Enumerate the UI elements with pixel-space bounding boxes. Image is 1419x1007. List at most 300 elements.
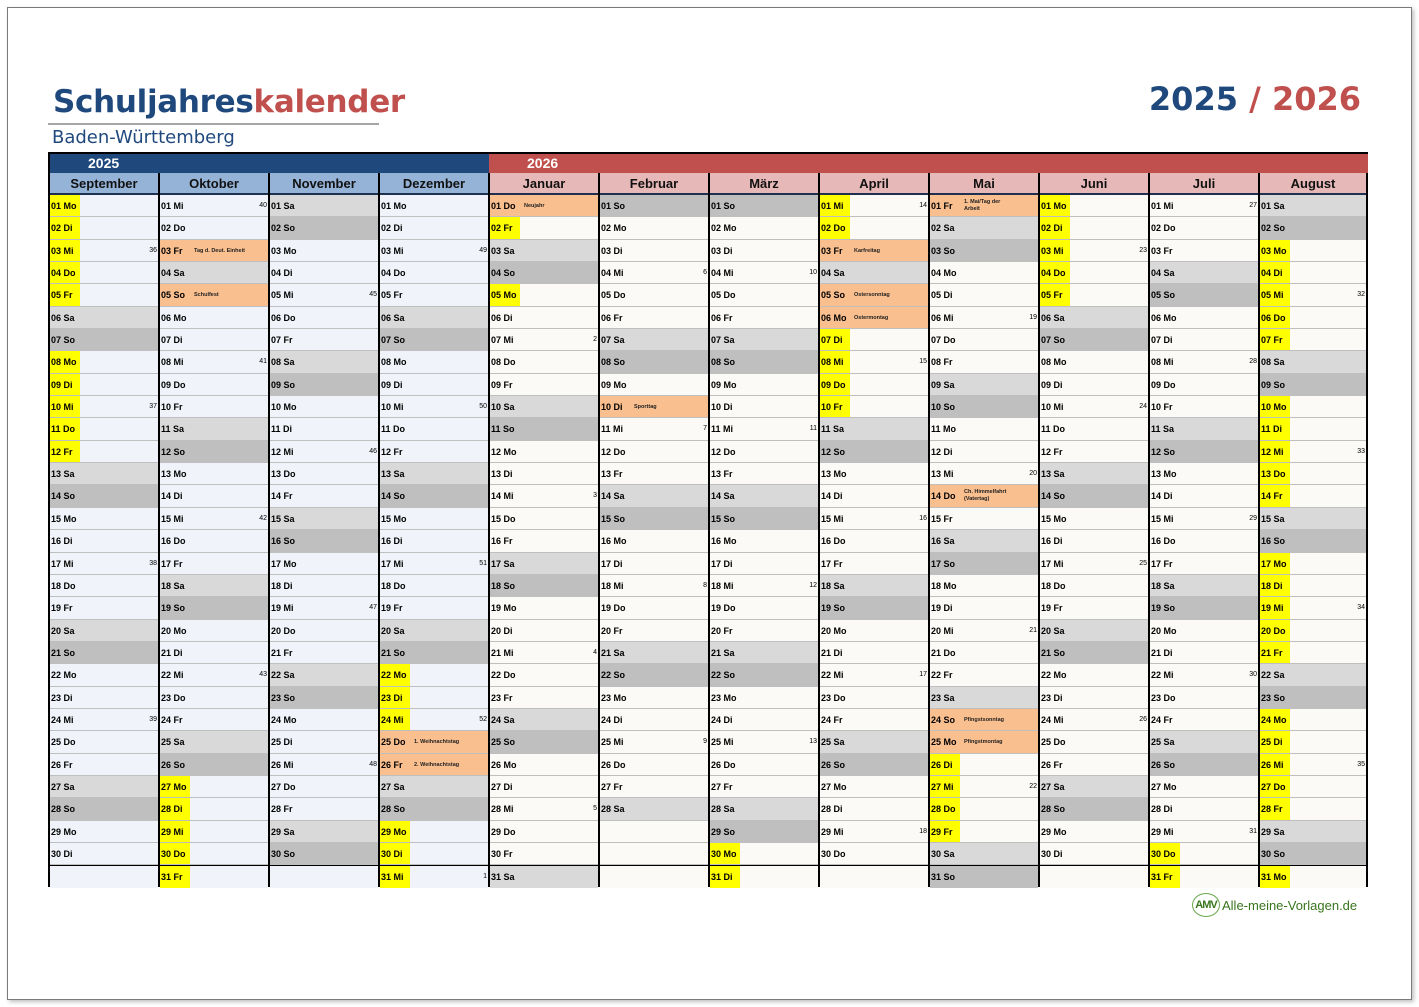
day-cell[interactable] bbox=[820, 620, 928, 642]
day-cell[interactable] bbox=[490, 441, 598, 463]
day-cell[interactable] bbox=[930, 441, 1038, 463]
day-cell[interactable] bbox=[50, 441, 158, 463]
day-cell[interactable] bbox=[380, 262, 488, 284]
day-cell[interactable] bbox=[600, 351, 708, 373]
day-cell[interactable] bbox=[270, 776, 378, 798]
day-cell[interactable] bbox=[1260, 843, 1366, 865]
day-cell[interactable] bbox=[1150, 240, 1258, 262]
day-cell[interactable] bbox=[1040, 374, 1148, 396]
day-cell[interactable] bbox=[930, 195, 1038, 217]
day-cell[interactable] bbox=[710, 709, 818, 731]
day-cell[interactable] bbox=[160, 553, 268, 575]
day-cell[interactable] bbox=[490, 374, 598, 396]
day-cell[interactable] bbox=[820, 575, 928, 597]
day-cell[interactable] bbox=[50, 195, 158, 217]
day-cell[interactable] bbox=[1150, 620, 1258, 642]
day-cell[interactable] bbox=[270, 441, 378, 463]
day-cell[interactable] bbox=[1260, 664, 1366, 686]
day-cell[interactable] bbox=[600, 709, 708, 731]
day-cell[interactable] bbox=[710, 240, 818, 262]
day-cell[interactable] bbox=[270, 575, 378, 597]
day-cell[interactable] bbox=[930, 307, 1038, 329]
day-cell[interactable] bbox=[930, 485, 1038, 507]
day-cell[interactable] bbox=[1260, 731, 1366, 753]
day-cell[interactable] bbox=[490, 195, 598, 217]
day-cell[interactable] bbox=[1040, 351, 1148, 373]
day-cell[interactable] bbox=[1040, 217, 1148, 239]
day-cell[interactable] bbox=[1150, 195, 1258, 217]
day-cell[interactable] bbox=[710, 329, 818, 351]
day-cell[interactable] bbox=[490, 687, 598, 709]
day-cell[interactable] bbox=[820, 821, 928, 843]
day-cell[interactable] bbox=[600, 329, 708, 351]
day-cell[interactable] bbox=[1040, 620, 1148, 642]
day-cell[interactable] bbox=[930, 731, 1038, 753]
day-cell[interactable] bbox=[490, 865, 598, 887]
day-cell[interactable] bbox=[1040, 664, 1148, 686]
day-cell[interactable] bbox=[930, 284, 1038, 306]
day-cell[interactable] bbox=[710, 262, 818, 284]
day-cell[interactable] bbox=[160, 195, 268, 217]
day-cell[interactable] bbox=[820, 374, 928, 396]
day-cell[interactable] bbox=[710, 865, 818, 887]
day-cell[interactable] bbox=[380, 240, 488, 262]
day-cell[interactable] bbox=[380, 642, 488, 664]
day-cell[interactable] bbox=[270, 798, 378, 820]
day-cell[interactable] bbox=[820, 418, 928, 440]
day-cell[interactable] bbox=[160, 530, 268, 552]
day-cell[interactable] bbox=[1150, 687, 1258, 709]
day-cell[interactable] bbox=[1150, 217, 1258, 239]
day-cell[interactable] bbox=[490, 508, 598, 530]
day-cell[interactable] bbox=[1150, 821, 1258, 843]
day-cell[interactable] bbox=[930, 687, 1038, 709]
day-cell[interactable] bbox=[1260, 865, 1366, 887]
day-cell[interactable] bbox=[820, 597, 928, 619]
day-cell[interactable] bbox=[160, 843, 268, 865]
day-cell[interactable] bbox=[380, 351, 488, 373]
day-cell[interactable] bbox=[1150, 307, 1258, 329]
day-cell[interactable] bbox=[380, 553, 488, 575]
day-cell[interactable] bbox=[270, 195, 378, 217]
day-cell[interactable] bbox=[1040, 262, 1148, 284]
day-cell[interactable] bbox=[270, 351, 378, 373]
day-cell[interactable] bbox=[490, 597, 598, 619]
day-cell[interactable] bbox=[490, 307, 598, 329]
day-cell[interactable] bbox=[50, 485, 158, 507]
day-cell[interactable] bbox=[380, 508, 488, 530]
day-cell[interactable] bbox=[1040, 821, 1148, 843]
day-cell[interactable] bbox=[50, 284, 158, 306]
day-cell[interactable] bbox=[710, 642, 818, 664]
day-cell[interactable] bbox=[380, 776, 488, 798]
day-cell[interactable] bbox=[1260, 687, 1366, 709]
day-cell[interactable] bbox=[270, 597, 378, 619]
day-cell[interactable] bbox=[1260, 709, 1366, 731]
day-cell[interactable] bbox=[1260, 553, 1366, 575]
day-cell[interactable] bbox=[820, 664, 928, 686]
day-cell[interactable] bbox=[930, 664, 1038, 686]
day-cell[interactable] bbox=[1150, 530, 1258, 552]
day-cell[interactable] bbox=[820, 262, 928, 284]
day-cell[interactable] bbox=[930, 262, 1038, 284]
day-cell[interactable] bbox=[1150, 865, 1258, 887]
day-cell[interactable] bbox=[50, 687, 158, 709]
day-cell[interactable] bbox=[160, 575, 268, 597]
day-cell[interactable] bbox=[270, 329, 378, 351]
day-cell[interactable] bbox=[1260, 307, 1366, 329]
day-cell[interactable] bbox=[710, 284, 818, 306]
day-cell[interactable] bbox=[600, 374, 708, 396]
day-cell[interactable] bbox=[1150, 776, 1258, 798]
day-cell[interactable] bbox=[1150, 642, 1258, 664]
day-cell[interactable] bbox=[1260, 754, 1366, 776]
day-cell[interactable] bbox=[820, 709, 928, 731]
day-cell[interactable] bbox=[930, 754, 1038, 776]
day-cell[interactable] bbox=[820, 530, 928, 552]
day-cell[interactable] bbox=[930, 709, 1038, 731]
day-cell[interactable] bbox=[490, 240, 598, 262]
day-cell[interactable] bbox=[600, 284, 708, 306]
day-cell[interactable] bbox=[1260, 284, 1366, 306]
day-cell[interactable] bbox=[1040, 195, 1148, 217]
day-cell[interactable] bbox=[380, 284, 488, 306]
day-cell[interactable] bbox=[1040, 843, 1148, 865]
day-cell[interactable] bbox=[490, 463, 598, 485]
day-cell[interactable] bbox=[380, 798, 488, 820]
day-cell[interactable] bbox=[50, 240, 158, 262]
day-cell[interactable] bbox=[600, 508, 708, 530]
day-cell[interactable] bbox=[1260, 776, 1366, 798]
day-cell[interactable] bbox=[270, 843, 378, 865]
day-cell[interactable] bbox=[1260, 642, 1366, 664]
day-cell[interactable] bbox=[270, 620, 378, 642]
day-cell[interactable] bbox=[380, 374, 488, 396]
day-cell[interactable] bbox=[710, 620, 818, 642]
day-cell[interactable] bbox=[600, 530, 708, 552]
day-cell[interactable] bbox=[50, 262, 158, 284]
day-cell[interactable] bbox=[270, 530, 378, 552]
day-cell[interactable] bbox=[490, 217, 598, 239]
day-cell[interactable] bbox=[380, 329, 488, 351]
day-cell[interactable] bbox=[380, 843, 488, 865]
day-cell[interactable] bbox=[160, 374, 268, 396]
day-cell[interactable] bbox=[490, 798, 598, 820]
day-cell[interactable] bbox=[710, 776, 818, 798]
day-cell[interactable] bbox=[820, 217, 928, 239]
day-cell[interactable] bbox=[490, 262, 598, 284]
day-cell[interactable] bbox=[270, 508, 378, 530]
day-cell[interactable] bbox=[380, 821, 488, 843]
day-cell[interactable] bbox=[710, 463, 818, 485]
day-cell[interactable] bbox=[1040, 329, 1148, 351]
day-cell[interactable] bbox=[50, 776, 158, 798]
day-cell[interactable] bbox=[380, 396, 488, 418]
day-cell[interactable] bbox=[490, 664, 598, 686]
day-cell[interactable] bbox=[1150, 351, 1258, 373]
day-cell[interactable] bbox=[1040, 575, 1148, 597]
day-cell[interactable] bbox=[1260, 351, 1366, 373]
day-cell[interactable] bbox=[1150, 396, 1258, 418]
day-cell[interactable] bbox=[380, 530, 488, 552]
day-cell[interactable] bbox=[1150, 485, 1258, 507]
day-cell[interactable] bbox=[50, 418, 158, 440]
day-cell[interactable] bbox=[380, 307, 488, 329]
day-cell[interactable] bbox=[270, 418, 378, 440]
day-cell[interactable] bbox=[710, 508, 818, 530]
day-cell[interactable] bbox=[1260, 329, 1366, 351]
day-cell[interactable] bbox=[710, 374, 818, 396]
day-cell[interactable] bbox=[600, 396, 708, 418]
day-cell[interactable] bbox=[380, 463, 488, 485]
day-cell[interactable] bbox=[1150, 597, 1258, 619]
day-cell[interactable] bbox=[1260, 240, 1366, 262]
day-cell[interactable] bbox=[710, 664, 818, 686]
day-cell[interactable] bbox=[820, 731, 928, 753]
day-cell[interactable] bbox=[600, 195, 708, 217]
day-cell[interactable] bbox=[1260, 798, 1366, 820]
day-cell[interactable] bbox=[490, 709, 598, 731]
day-cell[interactable] bbox=[820, 843, 928, 865]
day-cell[interactable] bbox=[930, 396, 1038, 418]
day-cell[interactable] bbox=[820, 463, 928, 485]
day-cell[interactable] bbox=[1150, 709, 1258, 731]
day-cell[interactable] bbox=[270, 396, 378, 418]
day-cell[interactable] bbox=[820, 329, 928, 351]
day-cell[interactable] bbox=[820, 642, 928, 664]
day-cell[interactable] bbox=[490, 821, 598, 843]
day-cell[interactable] bbox=[380, 575, 488, 597]
day-cell[interactable] bbox=[600, 262, 708, 284]
day-cell[interactable] bbox=[50, 307, 158, 329]
day-cell[interactable] bbox=[160, 441, 268, 463]
day-cell[interactable] bbox=[1260, 374, 1366, 396]
day-cell[interactable] bbox=[1150, 575, 1258, 597]
day-cell[interactable] bbox=[930, 351, 1038, 373]
day-cell[interactable] bbox=[930, 865, 1038, 887]
day-cell[interactable] bbox=[50, 597, 158, 619]
day-cell[interactable] bbox=[1150, 553, 1258, 575]
day-cell[interactable] bbox=[710, 687, 818, 709]
day-cell[interactable] bbox=[710, 821, 818, 843]
day-cell[interactable] bbox=[1040, 284, 1148, 306]
day-cell[interactable] bbox=[1260, 575, 1366, 597]
day-cell[interactable] bbox=[380, 709, 488, 731]
day-cell[interactable] bbox=[600, 597, 708, 619]
day-cell[interactable] bbox=[820, 485, 928, 507]
day-cell[interactable] bbox=[1040, 798, 1148, 820]
day-cell[interactable] bbox=[50, 553, 158, 575]
day-cell[interactable] bbox=[160, 821, 268, 843]
day-cell[interactable] bbox=[1260, 396, 1366, 418]
day-cell[interactable] bbox=[1260, 485, 1366, 507]
day-cell[interactable] bbox=[160, 240, 268, 262]
day-cell[interactable] bbox=[1040, 396, 1148, 418]
day-cell[interactable] bbox=[820, 687, 928, 709]
day-cell[interactable] bbox=[160, 418, 268, 440]
day-cell[interactable] bbox=[710, 485, 818, 507]
day-cell[interactable] bbox=[600, 418, 708, 440]
day-cell[interactable] bbox=[930, 642, 1038, 664]
day-cell[interactable] bbox=[270, 664, 378, 686]
site-logo[interactable] bbox=[1192, 891, 1357, 919]
day-cell[interactable] bbox=[1260, 217, 1366, 239]
day-cell[interactable] bbox=[380, 441, 488, 463]
day-cell[interactable] bbox=[270, 262, 378, 284]
day-cell[interactable] bbox=[380, 731, 488, 753]
day-cell[interactable] bbox=[1260, 463, 1366, 485]
day-cell[interactable] bbox=[710, 575, 818, 597]
day-cell[interactable] bbox=[820, 307, 928, 329]
day-cell[interactable] bbox=[1260, 262, 1366, 284]
day-cell[interactable] bbox=[600, 642, 708, 664]
day-cell[interactable] bbox=[820, 240, 928, 262]
day-cell[interactable] bbox=[710, 530, 818, 552]
day-cell[interactable] bbox=[1040, 731, 1148, 753]
day-cell[interactable] bbox=[50, 642, 158, 664]
day-cell[interactable] bbox=[1040, 553, 1148, 575]
day-cell[interactable] bbox=[490, 329, 598, 351]
day-cell[interactable] bbox=[1150, 664, 1258, 686]
day-cell[interactable] bbox=[50, 374, 158, 396]
day-cell[interactable] bbox=[160, 776, 268, 798]
day-cell[interactable] bbox=[380, 865, 488, 887]
day-cell[interactable] bbox=[270, 754, 378, 776]
day-cell[interactable] bbox=[930, 575, 1038, 597]
day-cell[interactable] bbox=[930, 553, 1038, 575]
day-cell[interactable] bbox=[380, 485, 488, 507]
day-cell[interactable] bbox=[1260, 530, 1366, 552]
day-cell[interactable] bbox=[160, 307, 268, 329]
day-cell[interactable] bbox=[1260, 508, 1366, 530]
day-cell[interactable] bbox=[1040, 776, 1148, 798]
day-cell[interactable] bbox=[490, 620, 598, 642]
day-cell[interactable] bbox=[820, 351, 928, 373]
day-cell[interactable] bbox=[710, 418, 818, 440]
day-cell[interactable] bbox=[600, 620, 708, 642]
day-cell[interactable] bbox=[820, 754, 928, 776]
day-cell[interactable] bbox=[600, 217, 708, 239]
day-cell[interactable] bbox=[930, 530, 1038, 552]
day-cell[interactable] bbox=[50, 217, 158, 239]
day-cell[interactable] bbox=[600, 776, 708, 798]
day-cell[interactable] bbox=[160, 731, 268, 753]
day-cell[interactable] bbox=[710, 441, 818, 463]
day-cell[interactable] bbox=[1260, 418, 1366, 440]
day-cell[interactable] bbox=[50, 329, 158, 351]
day-cell[interactable] bbox=[930, 843, 1038, 865]
day-cell[interactable] bbox=[1150, 731, 1258, 753]
day-cell[interactable] bbox=[50, 664, 158, 686]
day-cell[interactable] bbox=[1040, 463, 1148, 485]
day-cell[interactable] bbox=[160, 284, 268, 306]
day-cell[interactable] bbox=[1040, 508, 1148, 530]
day-cell[interactable] bbox=[490, 754, 598, 776]
day-cell[interactable] bbox=[930, 798, 1038, 820]
day-cell[interactable] bbox=[270, 709, 378, 731]
day-cell[interactable] bbox=[1260, 620, 1366, 642]
day-cell[interactable] bbox=[490, 731, 598, 753]
day-cell[interactable] bbox=[380, 754, 488, 776]
day-cell[interactable] bbox=[600, 731, 708, 753]
day-cell[interactable] bbox=[490, 418, 598, 440]
day-cell[interactable] bbox=[490, 485, 598, 507]
day-cell[interactable] bbox=[820, 441, 928, 463]
day-cell[interactable] bbox=[710, 754, 818, 776]
day-cell[interactable] bbox=[820, 195, 928, 217]
day-cell[interactable] bbox=[820, 284, 928, 306]
day-cell[interactable] bbox=[930, 776, 1038, 798]
day-cell[interactable] bbox=[710, 597, 818, 619]
day-cell[interactable] bbox=[270, 821, 378, 843]
day-cell[interactable] bbox=[710, 798, 818, 820]
day-cell[interactable] bbox=[710, 553, 818, 575]
day-cell[interactable] bbox=[50, 754, 158, 776]
day-cell[interactable] bbox=[600, 754, 708, 776]
day-cell[interactable] bbox=[600, 463, 708, 485]
day-cell[interactable] bbox=[930, 217, 1038, 239]
day-cell[interactable] bbox=[160, 597, 268, 619]
day-cell[interactable] bbox=[930, 508, 1038, 530]
day-cell[interactable] bbox=[1150, 284, 1258, 306]
day-cell[interactable] bbox=[490, 776, 598, 798]
day-cell[interactable] bbox=[1040, 687, 1148, 709]
day-cell[interactable] bbox=[1040, 530, 1148, 552]
day-cell[interactable] bbox=[270, 553, 378, 575]
day-cell[interactable] bbox=[270, 307, 378, 329]
day-cell[interactable] bbox=[1260, 597, 1366, 619]
day-cell[interactable] bbox=[50, 798, 158, 820]
day-cell[interactable] bbox=[820, 396, 928, 418]
day-cell[interactable] bbox=[1040, 307, 1148, 329]
day-cell[interactable] bbox=[710, 731, 818, 753]
day-cell[interactable] bbox=[490, 396, 598, 418]
day-cell[interactable] bbox=[1260, 441, 1366, 463]
day-cell[interactable] bbox=[600, 687, 708, 709]
day-cell[interactable] bbox=[1040, 597, 1148, 619]
day-cell[interactable] bbox=[380, 664, 488, 686]
day-cell[interactable] bbox=[380, 620, 488, 642]
day-cell[interactable] bbox=[1150, 798, 1258, 820]
day-cell[interactable] bbox=[820, 553, 928, 575]
day-cell[interactable] bbox=[820, 798, 928, 820]
day-cell[interactable] bbox=[160, 329, 268, 351]
day-cell[interactable] bbox=[380, 687, 488, 709]
day-cell[interactable] bbox=[600, 441, 708, 463]
day-cell[interactable] bbox=[160, 620, 268, 642]
day-cell[interactable] bbox=[1150, 262, 1258, 284]
day-cell[interactable] bbox=[930, 240, 1038, 262]
day-cell[interactable] bbox=[50, 396, 158, 418]
day-cell[interactable] bbox=[160, 217, 268, 239]
day-cell[interactable] bbox=[50, 843, 158, 865]
day-cell[interactable] bbox=[1150, 374, 1258, 396]
day-cell[interactable] bbox=[270, 284, 378, 306]
day-cell[interactable] bbox=[160, 687, 268, 709]
day-cell[interactable] bbox=[710, 396, 818, 418]
day-cell[interactable] bbox=[160, 642, 268, 664]
day-cell[interactable] bbox=[1150, 418, 1258, 440]
day-cell[interactable] bbox=[160, 664, 268, 686]
day-cell[interactable] bbox=[50, 821, 158, 843]
day-cell[interactable] bbox=[490, 553, 598, 575]
day-cell[interactable] bbox=[160, 396, 268, 418]
day-cell[interactable] bbox=[160, 485, 268, 507]
day-cell[interactable] bbox=[270, 642, 378, 664]
day-cell[interactable] bbox=[490, 530, 598, 552]
day-cell[interactable] bbox=[600, 798, 708, 820]
day-cell[interactable] bbox=[930, 597, 1038, 619]
